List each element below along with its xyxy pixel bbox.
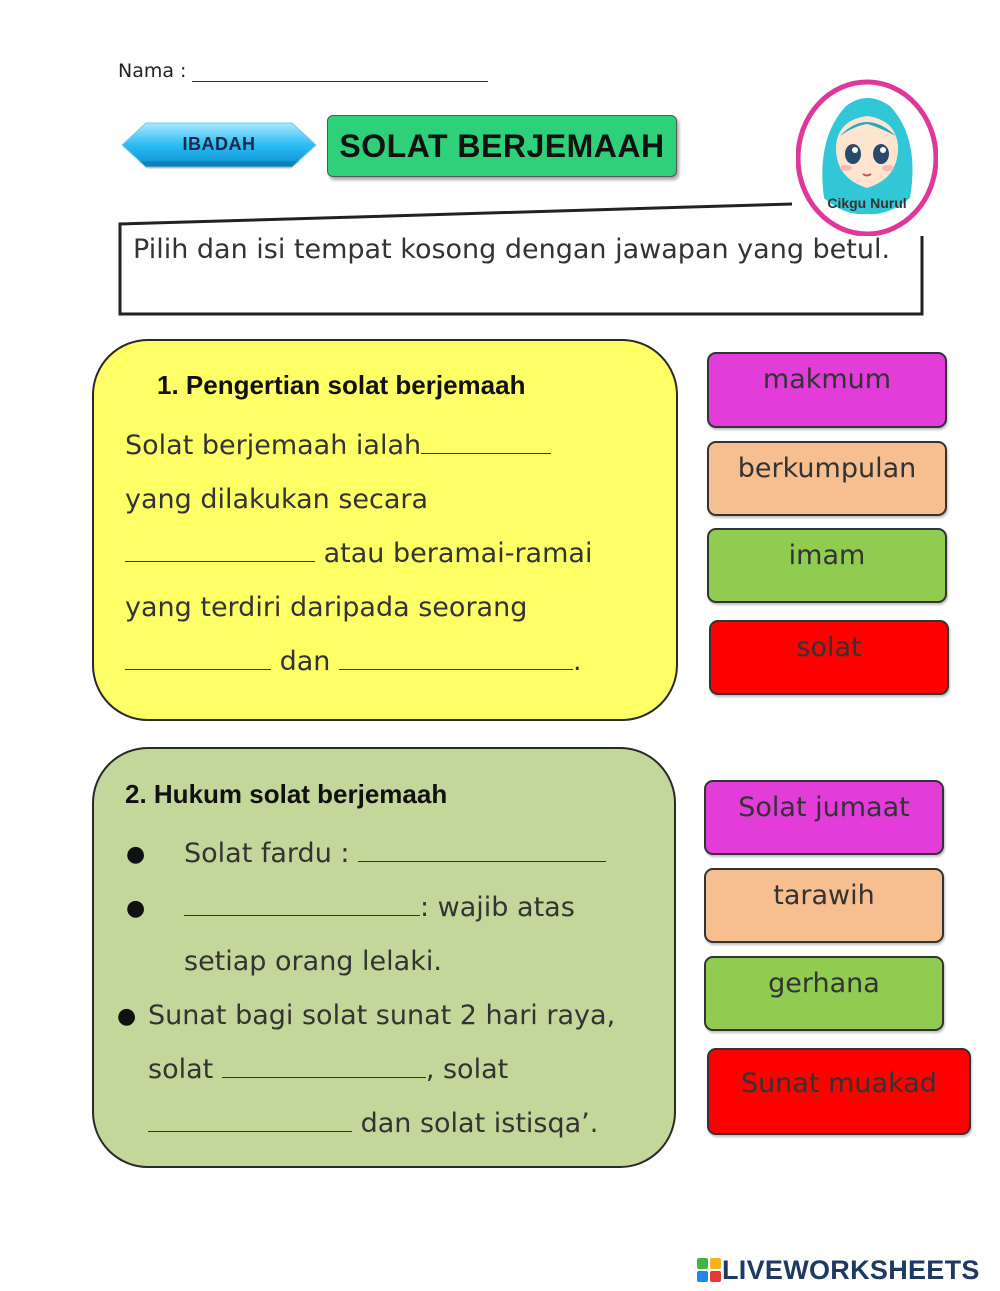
name-blank[interactable] [192,63,488,82]
liveworksheets-logo [696,1253,980,1287]
section1-heading: 1. Pengertian solat berjemaah [157,370,526,400]
section1-line4: yang terdiri daripada seorang [125,592,528,623]
section1-line3 [125,538,592,569]
section1-line5-dan: dan [279,646,331,677]
section2-bullet3-solat: solat [148,1054,214,1085]
option-imam[interactable]: imam [707,528,947,603]
section2-bullet2-text: : wajib atas [420,892,575,923]
section1-line5 [125,646,582,677]
blank-7[interactable] [222,1055,426,1078]
section2-bullet3-line2 [148,1054,508,1085]
section1-line1-text: Solat berjemaah ialah [125,430,422,461]
option-solat-jumaat[interactable]: Solat jumaat [704,780,944,855]
section2-bullet3: Sunat bagi solat sunat 2 hari raya, [148,1000,616,1031]
name-field [118,60,488,82]
section2-bullet1 [184,838,606,869]
option-sunat-muakad[interactable]: Sunat muakad [707,1048,971,1135]
section1-line5-period: . [572,646,582,677]
option-makmum[interactable]: makmum [707,352,947,428]
option-solat[interactable]: solat [709,620,949,695]
blank-1[interactable] [421,431,551,454]
blank-5[interactable] [358,839,606,862]
bullet-dot: ● [126,842,146,867]
category-label: IBADAH [182,133,256,154]
section1-line2: yang dilakukan secara [125,484,429,515]
avatar-caption: Cikgu Nurul [827,195,907,211]
section2-bullet2-cont: setiap orang lelaki. [184,946,442,977]
option-tarawih[interactable]: tarawih [704,868,944,943]
bullet-dot: ● [117,1004,137,1029]
section2-bullet3-solat2: , solat [425,1054,509,1085]
section2-bullet1-text: Solat fardu : [184,838,350,869]
section1-line1 [125,430,551,461]
liveworksheets-icon [696,1257,722,1283]
section2-heading: 2. Hukum solat berjemaah [125,779,448,809]
section2-bullet3-end: dan solat istisqa’. [360,1108,599,1139]
section2-bullet3-line3 [148,1108,598,1139]
blank-8[interactable] [148,1109,352,1132]
section1-line3-text: atau beramai-ramai [323,538,593,569]
title-box [327,115,677,177]
blank-6[interactable] [184,893,420,916]
blank-3[interactable] [125,647,271,670]
blank-4[interactable] [339,647,573,670]
page-title: SOLAT BERJEMAAH [339,127,665,164]
blank-2[interactable] [125,539,315,562]
liveworksheets-wordmark: LIVEWORKSHEETS [722,1254,980,1285]
option-gerhana[interactable]: gerhana [704,956,944,1031]
instruction-text: Pilih dan isi tempat kosong dengan jawapan yang betul. [133,234,891,265]
section2-bullet2 [184,892,575,923]
option-berkumpulan[interactable]: berkumpulan [707,441,947,516]
bullet-dot: ● [126,896,146,921]
name-label: Nama : [118,60,187,82]
